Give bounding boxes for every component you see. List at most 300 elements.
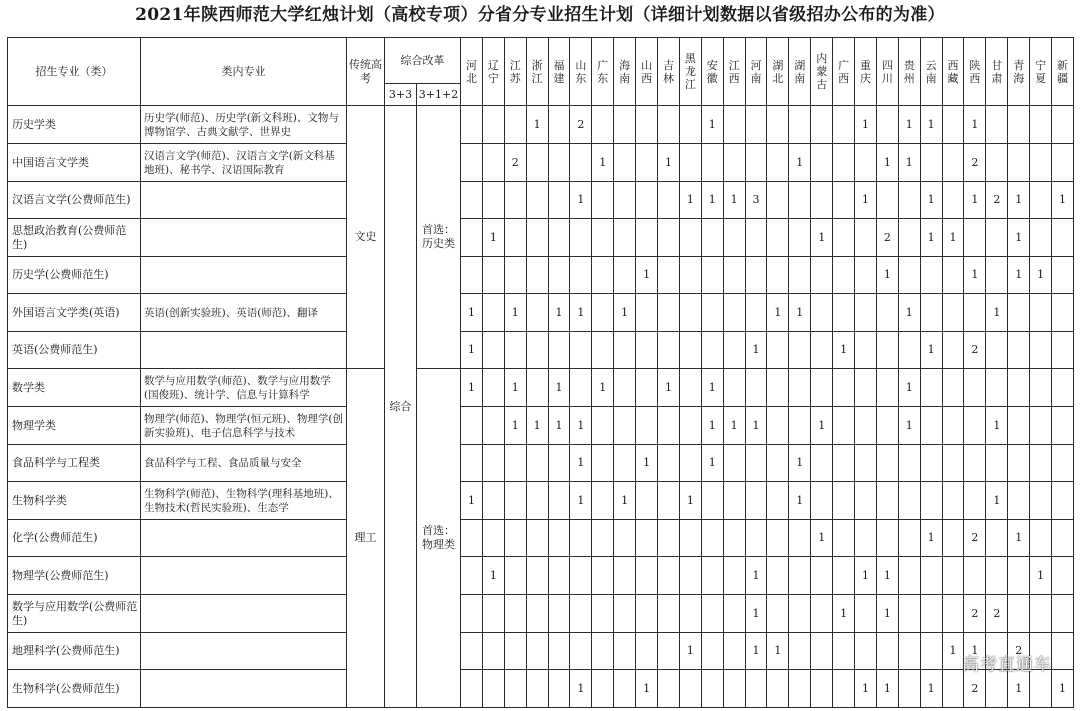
quota-cell	[723, 445, 745, 482]
quota-cell	[1052, 482, 1074, 520]
watermark: 高考直通车	[962, 655, 1052, 675]
quota-cell	[461, 106, 483, 144]
quota-cell	[964, 445, 986, 482]
quota-cell: 1	[461, 332, 483, 369]
quota-cell	[1008, 369, 1030, 407]
quota-cell	[504, 482, 526, 520]
quota-cell	[964, 407, 986, 445]
quota-cell: 1	[1052, 670, 1074, 708]
quota-cell: 1	[592, 144, 614, 182]
quota-cell: 1	[701, 407, 723, 445]
quota-cell	[789, 670, 811, 708]
quota-cell: 1	[679, 182, 701, 219]
quota-cell	[1008, 445, 1030, 482]
quota-cell: 1	[636, 445, 658, 482]
quota-cell	[833, 144, 855, 182]
quota-cell	[526, 257, 548, 294]
quota-cell: 2	[964, 144, 986, 182]
quota-cell	[942, 257, 964, 294]
quota-cell	[592, 106, 614, 144]
quota-cell: 1	[723, 182, 745, 219]
sub-majors	[141, 595, 347, 633]
quota-cell	[833, 633, 855, 670]
quota-cell	[723, 520, 745, 557]
quota-cell	[614, 182, 636, 219]
sub-majors	[141, 670, 347, 708]
quota-cell	[504, 557, 526, 595]
quota-cell: 1	[767, 633, 789, 670]
quota-cell	[570, 595, 592, 633]
sub-majors	[141, 332, 347, 369]
quota-cell	[723, 332, 745, 369]
quota-cell: 1	[898, 294, 920, 332]
quota-cell	[745, 219, 767, 257]
quota-cell	[504, 595, 526, 633]
quota-cell	[548, 520, 570, 557]
quota-cell: 2	[570, 106, 592, 144]
quota-cell	[679, 557, 701, 595]
quota-cell	[920, 445, 942, 482]
quota-cell: 1	[548, 294, 570, 332]
quota-cell	[526, 294, 548, 332]
quota-cell	[1052, 595, 1074, 633]
quota-cell: 1	[548, 369, 570, 407]
table-row	[8, 633, 1074, 670]
quota-cell: 1	[745, 332, 767, 369]
quota-cell: 1	[504, 407, 526, 445]
quota-cell	[1030, 670, 1052, 708]
header-province: 江西	[723, 38, 745, 106]
quota-cell	[898, 482, 920, 520]
quota-cell: 1	[964, 633, 986, 670]
group-first-choice-history: 首选：历史类	[417, 106, 461, 369]
quota-cell	[461, 595, 483, 633]
quota-cell	[548, 482, 570, 520]
sub-majors	[141, 182, 347, 219]
quota-cell	[767, 670, 789, 708]
quota-cell	[1030, 106, 1052, 144]
quota-cell	[745, 520, 767, 557]
quota-cell	[701, 219, 723, 257]
quota-cell	[614, 407, 636, 445]
quota-cell: 1	[461, 369, 483, 407]
quota-cell	[461, 144, 483, 182]
sub-majors: 历史学(师范)、历史学(新文科班)、文物与博物馆学、古典文献学、世界史	[141, 106, 347, 144]
major-name: 食品科学与工程类	[8, 445, 141, 482]
quota-cell: 1	[658, 369, 680, 407]
quota-cell	[636, 182, 658, 219]
quota-cell: 1	[461, 294, 483, 332]
header-province: 海南	[614, 38, 636, 106]
quota-cell	[636, 332, 658, 369]
quota-cell	[658, 407, 680, 445]
quota-cell	[811, 633, 833, 670]
header-province: 吉林	[658, 38, 680, 106]
quota-cell: 1	[614, 294, 636, 332]
quota-cell: 1	[898, 144, 920, 182]
quota-cell	[723, 595, 745, 633]
quota-cell	[1030, 445, 1052, 482]
quota-cell	[811, 182, 833, 219]
quota-cell	[701, 144, 723, 182]
quota-cell: 1	[898, 106, 920, 144]
page-title: 2021年陕西师范大学红烛计划（高校专项）分省分专业招生计划（详细计划数据以省级招办公布的为准）	[135, 5, 945, 25]
quota-cell	[679, 595, 701, 633]
quota-cell: 1	[811, 407, 833, 445]
quota-cell: 1	[986, 294, 1008, 332]
quota-cell	[504, 182, 526, 219]
quota-cell	[811, 144, 833, 182]
sub-majors	[141, 520, 347, 557]
quota-cell	[723, 294, 745, 332]
quota-cell	[767, 182, 789, 219]
header-province: 安徽	[701, 38, 723, 106]
quota-cell	[658, 106, 680, 144]
quota-cell	[1030, 482, 1052, 520]
quota-cell	[789, 106, 811, 144]
quota-cell	[526, 332, 548, 369]
quota-cell	[833, 407, 855, 445]
quota-cell	[614, 633, 636, 670]
quota-cell: 1	[920, 219, 942, 257]
quota-cell	[745, 257, 767, 294]
sub-majors	[141, 219, 347, 257]
quota-cell: 1	[964, 106, 986, 144]
quota-cell	[636, 595, 658, 633]
quota-cell	[614, 520, 636, 557]
quota-cell: 1	[964, 257, 986, 294]
quota-cell	[658, 445, 680, 482]
quota-cell: 1	[1008, 219, 1030, 257]
quota-cell	[745, 144, 767, 182]
quota-cell	[986, 445, 1008, 482]
major-name: 物理学(公费师范生)	[8, 557, 141, 595]
quota-cell: 1	[876, 144, 898, 182]
quota-cell	[482, 144, 504, 182]
quota-cell: 1	[570, 294, 592, 332]
quota-cell	[592, 182, 614, 219]
quota-cell: 1	[701, 182, 723, 219]
quota-cell	[592, 482, 614, 520]
quota-cell	[942, 182, 964, 219]
major-name: 化学(公费师范生)	[8, 520, 141, 557]
quota-cell	[679, 332, 701, 369]
quota-cell	[986, 332, 1008, 369]
quota-cell	[592, 595, 614, 633]
quota-cell: 1	[1052, 182, 1074, 219]
quota-cell: 1	[986, 482, 1008, 520]
header-province: 辽宁	[482, 38, 504, 106]
header-province: 贵州	[898, 38, 920, 106]
header-sub-major: 类内专业	[141, 38, 347, 106]
quota-cell	[658, 332, 680, 369]
quota-cell	[636, 482, 658, 520]
quota-cell	[592, 557, 614, 595]
header-province: 宁夏	[1030, 38, 1052, 106]
quota-cell	[964, 557, 986, 595]
header-province: 山西	[636, 38, 658, 106]
quota-cell	[898, 595, 920, 633]
quota-cell	[570, 332, 592, 369]
quota-cell	[767, 257, 789, 294]
quota-cell: 1	[964, 182, 986, 219]
quota-cell	[855, 144, 877, 182]
quota-cell	[504, 670, 526, 708]
quota-cell: 1	[811, 520, 833, 557]
quota-cell	[592, 257, 614, 294]
quota-cell	[1030, 369, 1052, 407]
header-province: 河南	[745, 38, 767, 106]
table-row	[8, 257, 1074, 294]
quota-cell	[548, 445, 570, 482]
quota-cell	[504, 633, 526, 670]
quota-cell: 1	[570, 670, 592, 708]
quota-cell	[855, 257, 877, 294]
sub-majors	[141, 257, 347, 294]
quota-cell	[855, 407, 877, 445]
quota-cell	[920, 633, 942, 670]
quota-cell	[482, 670, 504, 708]
quota-cell: 2	[1008, 633, 1030, 670]
quota-cell	[898, 219, 920, 257]
quota-cell	[461, 219, 483, 257]
quota-cell	[570, 219, 592, 257]
quota-cell: 1	[789, 482, 811, 520]
quota-cell	[592, 445, 614, 482]
quota-cell	[811, 257, 833, 294]
quota-cell	[701, 294, 723, 332]
quota-cell	[526, 369, 548, 407]
quota-cell: 1	[833, 332, 855, 369]
quota-cell: 2	[964, 670, 986, 708]
major-name: 英语(公费师范生)	[8, 332, 141, 369]
quota-cell	[636, 106, 658, 144]
group-wenshi: 文史	[347, 106, 385, 369]
quota-cell	[614, 219, 636, 257]
quota-cell	[811, 332, 833, 369]
quota-cell: 1	[876, 257, 898, 294]
quota-cell	[504, 445, 526, 482]
quota-cell	[833, 369, 855, 407]
quota-cell	[570, 257, 592, 294]
quota-cell	[745, 445, 767, 482]
quota-cell: 1	[920, 106, 942, 144]
quota-cell	[701, 332, 723, 369]
quota-cell	[920, 294, 942, 332]
quota-cell	[1052, 369, 1074, 407]
header-province: 黑龙江	[679, 38, 701, 106]
quota-cell	[942, 670, 964, 708]
quota-cell: 1	[789, 445, 811, 482]
quota-cell	[898, 257, 920, 294]
quota-cell: 1	[1030, 557, 1052, 595]
quota-cell: 1	[855, 106, 877, 144]
quota-cell: 1	[636, 670, 658, 708]
quota-cell	[482, 257, 504, 294]
quota-cell	[986, 106, 1008, 144]
quota-cell	[855, 482, 877, 520]
quota-cell: 1	[789, 294, 811, 332]
quota-cell	[920, 482, 942, 520]
quota-cell	[526, 520, 548, 557]
table-row	[8, 557, 1074, 595]
quota-cell	[1052, 332, 1074, 369]
quota-cell	[745, 369, 767, 407]
quota-cell	[526, 445, 548, 482]
quota-cell	[942, 332, 964, 369]
quota-cell	[636, 520, 658, 557]
table-row	[8, 106, 1074, 144]
quota-cell	[767, 520, 789, 557]
quota-cell: 1	[920, 332, 942, 369]
quota-cell: 1	[898, 407, 920, 445]
quota-cell	[1052, 520, 1074, 557]
quota-cell	[876, 520, 898, 557]
header-province: 西藏	[942, 38, 964, 106]
quota-cell	[461, 670, 483, 708]
quota-cell: 1	[745, 557, 767, 595]
quota-cell	[636, 144, 658, 182]
quota-cell: 1	[679, 482, 701, 520]
quota-cell: 1	[811, 219, 833, 257]
quota-cell	[898, 557, 920, 595]
quota-cell	[482, 445, 504, 482]
quota-cell: 1	[614, 482, 636, 520]
quota-cell: 1	[920, 670, 942, 708]
quota-cell	[1008, 557, 1030, 595]
quota-cell	[942, 482, 964, 520]
quota-cell	[461, 557, 483, 595]
quota-cell: 1	[504, 369, 526, 407]
quota-cell	[833, 520, 855, 557]
header-province: 四川	[876, 38, 898, 106]
quota-cell	[679, 670, 701, 708]
quota-cell	[855, 520, 877, 557]
quota-cell	[920, 595, 942, 633]
sub-majors: 汉语言文学(师范)、汉语言文学(新文科基地班)、秘书学、汉语国际教育	[141, 144, 347, 182]
quota-cell	[986, 670, 1008, 708]
quota-cell	[811, 294, 833, 332]
quota-cell	[1030, 520, 1052, 557]
quota-cell	[636, 407, 658, 445]
quota-cell	[876, 332, 898, 369]
quota-cell	[876, 294, 898, 332]
quota-cell	[636, 369, 658, 407]
quota-cell	[461, 182, 483, 219]
sub-majors: 食品科学与工程、食品质量与安全	[141, 445, 347, 482]
table-row	[8, 369, 1074, 407]
quota-cell	[592, 219, 614, 257]
quota-cell: 1	[920, 182, 942, 219]
table-row	[8, 482, 1074, 520]
quota-cell	[526, 182, 548, 219]
quota-cell	[679, 520, 701, 557]
quota-cell	[1008, 595, 1030, 633]
quota-cell	[942, 445, 964, 482]
quota-cell	[723, 557, 745, 595]
header-comprehensive-reform: 综合改革	[385, 38, 461, 84]
quota-cell	[701, 670, 723, 708]
major-name: 地理科学(公费师范生)	[8, 633, 141, 670]
quota-cell	[658, 219, 680, 257]
quota-cell	[942, 407, 964, 445]
quota-cell	[942, 595, 964, 633]
quota-cell: 1	[482, 557, 504, 595]
quota-cell	[614, 257, 636, 294]
quota-cell	[898, 520, 920, 557]
header-reform-3-1-2: 3+1+2	[417, 84, 461, 106]
header-province: 湖南	[789, 38, 811, 106]
quota-cell: 1	[745, 407, 767, 445]
quota-cell	[833, 445, 855, 482]
quota-cell	[504, 520, 526, 557]
major-name: 数学类	[8, 369, 141, 407]
quota-cell	[789, 182, 811, 219]
major-name: 物理学类	[8, 407, 141, 445]
quota-cell: 1	[570, 182, 592, 219]
quota-cell	[658, 595, 680, 633]
quota-cell	[789, 219, 811, 257]
quota-cell	[789, 520, 811, 557]
quota-cell	[745, 106, 767, 144]
quota-cell: 1	[876, 557, 898, 595]
quota-cell: 1	[526, 106, 548, 144]
header-major: 招生专业（类）	[8, 38, 141, 106]
table-row	[8, 219, 1074, 257]
quota-cell	[614, 445, 636, 482]
quota-cell	[570, 520, 592, 557]
quota-cell	[767, 106, 789, 144]
quota-cell	[658, 670, 680, 708]
quota-cell	[855, 445, 877, 482]
quota-cell	[658, 294, 680, 332]
quota-cell: 1	[745, 595, 767, 633]
quota-cell	[986, 369, 1008, 407]
quota-cell	[723, 482, 745, 520]
quota-cell: 1	[789, 144, 811, 182]
quota-cell	[898, 633, 920, 670]
table-row	[8, 182, 1074, 219]
quota-cell	[964, 219, 986, 257]
quota-cell	[548, 144, 570, 182]
quota-cell	[482, 633, 504, 670]
quota-cell	[614, 557, 636, 595]
table-row	[8, 407, 1074, 445]
major-name: 外国语言文学类(英语)	[8, 294, 141, 332]
quota-cell: 1	[701, 106, 723, 144]
quota-cell	[482, 369, 504, 407]
quota-cell	[1052, 445, 1074, 482]
quota-cell	[1052, 557, 1074, 595]
quota-cell	[482, 482, 504, 520]
quota-cell: 1	[745, 633, 767, 670]
header-province: 陕西	[964, 38, 986, 106]
quota-cell	[592, 633, 614, 670]
quota-cell	[723, 369, 745, 407]
quota-cell	[701, 595, 723, 633]
quota-cell	[833, 257, 855, 294]
quota-cell: 2	[964, 520, 986, 557]
group-zonghe: 综合	[385, 106, 417, 708]
quota-cell	[570, 369, 592, 407]
quota-cell	[789, 595, 811, 633]
quota-cell	[592, 294, 614, 332]
quota-cell	[679, 144, 701, 182]
quota-cell: 1	[898, 369, 920, 407]
header-province: 福建	[548, 38, 570, 106]
header-reform-3-3: 3+3	[385, 84, 417, 106]
quota-cell	[570, 144, 592, 182]
